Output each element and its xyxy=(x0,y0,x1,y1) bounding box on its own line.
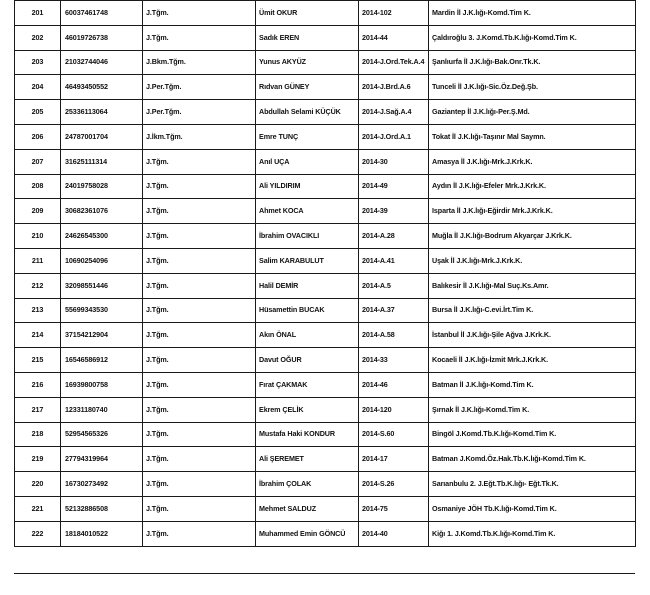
table-row xyxy=(15,149,636,174)
cell-row-number: 214 xyxy=(15,323,61,348)
cell-assigned-unit: Balıkesir İl J.K.lığı-Mal Suç.Ks.Amr. xyxy=(429,273,636,298)
cell-rank: J.Tğm. xyxy=(143,323,256,348)
cell-id-number: 37154212904 xyxy=(61,323,143,348)
cell-course-code: 2014-J.Ord.A.1 xyxy=(359,124,429,149)
cell-rank: J.Tğm. xyxy=(143,372,256,397)
cell-full-name: Rıdvan GÜNEY xyxy=(256,75,359,100)
table-row xyxy=(15,323,636,348)
cell-row-number: 218 xyxy=(15,422,61,447)
cell-assigned-unit: Gaziantep İl J.K.lığı-Per.Ş.Md. xyxy=(429,100,636,125)
cell-full-name: Emre TUNÇ xyxy=(256,124,359,149)
cell-assigned-unit: Muğla İl J.K.lığı-Bodrum Akyarçar J.Krk.K. xyxy=(429,224,636,249)
cell-course-code: 2014-46 xyxy=(359,372,429,397)
cell-rank: J.Tğm. xyxy=(143,25,256,50)
cell-row-number: 217 xyxy=(15,397,61,422)
table-row xyxy=(15,496,636,521)
cell-assigned-unit: Sarıanbulu 2. J.Eğt.Tb.K.lığı- Eğt.Tk.K. xyxy=(429,472,636,497)
cell-id-number: 10690254096 xyxy=(61,248,143,273)
cell-row-number: 204 xyxy=(15,75,61,100)
cell-row-number: 213 xyxy=(15,298,61,323)
cell-full-name: Hüsamettin BUCAK xyxy=(256,298,359,323)
cell-rank: J.Tğm. xyxy=(143,422,256,447)
cell-row-number: 216 xyxy=(15,372,61,397)
cell-assigned-unit: Aydın İl J.K.lığı-Efeler Mrk.J.Krk.K. xyxy=(429,174,636,199)
cell-row-number: 211 xyxy=(15,248,61,273)
cell-course-code: 2014-A.28 xyxy=(359,224,429,249)
table-row xyxy=(15,521,636,546)
cell-course-code: 2014-J.Ord.Tek.A.4 xyxy=(359,50,429,75)
table-row xyxy=(15,124,636,149)
cell-rank: J.Tğm. xyxy=(143,224,256,249)
cell-course-code: 2014-S.26 xyxy=(359,472,429,497)
page-bottom-rule xyxy=(14,573,635,574)
cell-row-number: 207 xyxy=(15,149,61,174)
cell-id-number: 30682361076 xyxy=(61,199,143,224)
cell-id-number: 21032744046 xyxy=(61,50,143,75)
cell-course-code: 2014-39 xyxy=(359,199,429,224)
table-row xyxy=(15,248,636,273)
cell-full-name: Ali ŞEREMET xyxy=(256,447,359,472)
cell-assigned-unit: Kocaeli İl J.K.lığı-İzmit Mrk.J.Krk.K. xyxy=(429,348,636,373)
cell-rank: J.Tğm. xyxy=(143,149,256,174)
table-row xyxy=(15,75,636,100)
cell-assigned-unit: Bursa İl J.K.lığı-C.evi.İrt.Tim K. xyxy=(429,298,636,323)
cell-id-number: 52132886508 xyxy=(61,496,143,521)
cell-full-name: Halil DEMİR xyxy=(256,273,359,298)
cell-full-name: Ahmet KOCA xyxy=(256,199,359,224)
cell-rank: J.Tğm. xyxy=(143,348,256,373)
table-row xyxy=(15,50,636,75)
cell-course-code: 2014-J.Sağ.A.4 xyxy=(359,100,429,125)
cell-id-number: 16939800758 xyxy=(61,372,143,397)
cell-id-number: 46493450552 xyxy=(61,75,143,100)
cell-row-number: 209 xyxy=(15,199,61,224)
cell-full-name: Muhammed Emin GÖNCÜ xyxy=(256,521,359,546)
personnel-table xyxy=(14,0,636,547)
cell-row-number: 206 xyxy=(15,124,61,149)
table-row xyxy=(15,224,636,249)
cell-assigned-unit: Amasya İl J.K.lığı-Mrk.J.Krk.K. xyxy=(429,149,636,174)
cell-course-code: 2014-S.60 xyxy=(359,422,429,447)
cell-course-code: 2014-49 xyxy=(359,174,429,199)
cell-course-code: 2014-102 xyxy=(359,1,429,26)
cell-assigned-unit: Isparta İl J.K.lığı-Eğirdir Mrk.J.Krk.K. xyxy=(429,199,636,224)
cell-rank: J.Tğm. xyxy=(143,496,256,521)
cell-full-name: Ümit OKUR xyxy=(256,1,359,26)
cell-row-number: 203 xyxy=(15,50,61,75)
cell-course-code: 2014-A.5 xyxy=(359,273,429,298)
cell-assigned-unit: Batman J.Komd.Öz.Hak.Tb.K.lığı-Komd.Tim K. xyxy=(429,447,636,472)
table-row xyxy=(15,100,636,125)
cell-rank: J.Per.Tğm. xyxy=(143,75,256,100)
table-row xyxy=(15,199,636,224)
cell-id-number: 52954565326 xyxy=(61,422,143,447)
cell-full-name: Anıl UÇA xyxy=(256,149,359,174)
personnel-list xyxy=(14,0,635,547)
cell-assigned-unit: İstanbul İl J.K.lığı-Şile Ağva J.Krk.K. xyxy=(429,323,636,348)
table-row xyxy=(15,348,636,373)
cell-row-number: 220 xyxy=(15,472,61,497)
cell-rank: J.Tğm. xyxy=(143,199,256,224)
table-row xyxy=(15,422,636,447)
cell-assigned-unit: Şanlıurfa İl J.K.lığı-Bak.Onr.Tk.K. xyxy=(429,50,636,75)
cell-course-code: 2014-17 xyxy=(359,447,429,472)
table-row xyxy=(15,472,636,497)
cell-full-name: Abdullah Selami KÜÇÜK xyxy=(256,100,359,125)
cell-full-name: İbrahim OVACIKLI xyxy=(256,224,359,249)
cell-rank: J.Tğm. xyxy=(143,397,256,422)
table-row xyxy=(15,1,636,26)
cell-row-number: 210 xyxy=(15,224,61,249)
cell-course-code: 2014-A.58 xyxy=(359,323,429,348)
cell-id-number: 60037461748 xyxy=(61,1,143,26)
cell-course-code: 2014-30 xyxy=(359,149,429,174)
cell-course-code: 2014-75 xyxy=(359,496,429,521)
cell-row-number: 202 xyxy=(15,25,61,50)
cell-assigned-unit: Çaldıroğlu 3. J.Komd.Tb.K.lığı-Komd.Tim K. xyxy=(429,25,636,50)
cell-id-number: 16546586912 xyxy=(61,348,143,373)
cell-assigned-unit: Tokat İl J.K.lığı-Taşınır Mal Saymn. xyxy=(429,124,636,149)
cell-rank: J.Bkm.Tğm. xyxy=(143,50,256,75)
cell-full-name: Sadık EREN xyxy=(256,25,359,50)
cell-id-number: 12331180740 xyxy=(61,397,143,422)
cell-rank: J.Tğm. xyxy=(143,1,256,26)
table-row xyxy=(15,298,636,323)
cell-id-number: 24019758028 xyxy=(61,174,143,199)
cell-full-name: Mustafa Haki KONDUR xyxy=(256,422,359,447)
table-row xyxy=(15,372,636,397)
cell-assigned-unit: Batman İl J.K.lığı-Komd.Tim K. xyxy=(429,372,636,397)
cell-id-number: 18184010522 xyxy=(61,521,143,546)
cell-assigned-unit: Mardin İl J.K.lığı-Komd.Tim K. xyxy=(429,1,636,26)
cell-course-code: 2014-A.41 xyxy=(359,248,429,273)
cell-full-name: Fırat ÇAKMAK xyxy=(256,372,359,397)
table-row xyxy=(15,25,636,50)
cell-course-code: 2014-J.Brd.A.6 xyxy=(359,75,429,100)
cell-rank: J.İkm.Tğm. xyxy=(143,124,256,149)
cell-rank: J.Tğm. xyxy=(143,174,256,199)
cell-row-number: 215 xyxy=(15,348,61,373)
cell-assigned-unit: Uşak İl J.K.lığı-Mrk.J.Krk.K. xyxy=(429,248,636,273)
cell-row-number: 208 xyxy=(15,174,61,199)
cell-assigned-unit: Osmaniye JÖH Tb.K.lığı-Komd.Tim K. xyxy=(429,496,636,521)
cell-full-name: Mehmet SALDUZ xyxy=(256,496,359,521)
cell-row-number: 222 xyxy=(15,521,61,546)
cell-row-number: 221 xyxy=(15,496,61,521)
cell-full-name: Akın ÖNAL xyxy=(256,323,359,348)
cell-id-number: 25336113064 xyxy=(61,100,143,125)
cell-course-code: 2014-120 xyxy=(359,397,429,422)
cell-id-number: 55699343530 xyxy=(61,298,143,323)
cell-assigned-unit: Şırnak İl J.K.lığı-Komd.Tim K. xyxy=(429,397,636,422)
cell-full-name: Yunus AKYÜZ xyxy=(256,50,359,75)
cell-course-code: 2014-44 xyxy=(359,25,429,50)
table-row xyxy=(15,174,636,199)
cell-row-number: 205 xyxy=(15,100,61,125)
cell-full-name: Ali YILDIRIM xyxy=(256,174,359,199)
cell-rank: J.Per.Tğm. xyxy=(143,100,256,125)
cell-full-name: Salim KARABULUT xyxy=(256,248,359,273)
cell-full-name: İbrahim ÇOLAK xyxy=(256,472,359,497)
cell-course-code: 2014-A.37 xyxy=(359,298,429,323)
cell-course-code: 2014-40 xyxy=(359,521,429,546)
cell-assigned-unit: Kiğı 1. J.Komd.Tb.K.lığı-Komd.Tim K. xyxy=(429,521,636,546)
cell-course-code: 2014-33 xyxy=(359,348,429,373)
cell-full-name: Ekrem ÇELİK xyxy=(256,397,359,422)
cell-id-number: 46019726738 xyxy=(61,25,143,50)
cell-assigned-unit: Tunceli İl J.K.lığı-Sic.Öz.Değ.Şb. xyxy=(429,75,636,100)
cell-assigned-unit: Bingöl J.Komd.Tb.K.lığı-Komd.Tim K. xyxy=(429,422,636,447)
cell-id-number: 32098551446 xyxy=(61,273,143,298)
cell-rank: J.Tğm. xyxy=(143,472,256,497)
table-row xyxy=(15,397,636,422)
cell-id-number: 27794319964 xyxy=(61,447,143,472)
cell-row-number: 201 xyxy=(15,1,61,26)
cell-id-number: 24626545300 xyxy=(61,224,143,249)
table-body xyxy=(15,1,636,547)
cell-row-number: 212 xyxy=(15,273,61,298)
cell-full-name: Davut OĞUR xyxy=(256,348,359,373)
cell-rank: J.Tğm. xyxy=(143,521,256,546)
cell-id-number: 24787001704 xyxy=(61,124,143,149)
cell-id-number: 16730273492 xyxy=(61,472,143,497)
cell-rank: J.Tğm. xyxy=(143,248,256,273)
cell-rank: J.Tğm. xyxy=(143,447,256,472)
cell-rank: J.Tğm. xyxy=(143,273,256,298)
cell-id-number: 31625111314 xyxy=(61,149,143,174)
cell-rank: J.Tğm. xyxy=(143,298,256,323)
table-row xyxy=(15,273,636,298)
table-row xyxy=(15,447,636,472)
cell-row-number: 219 xyxy=(15,447,61,472)
